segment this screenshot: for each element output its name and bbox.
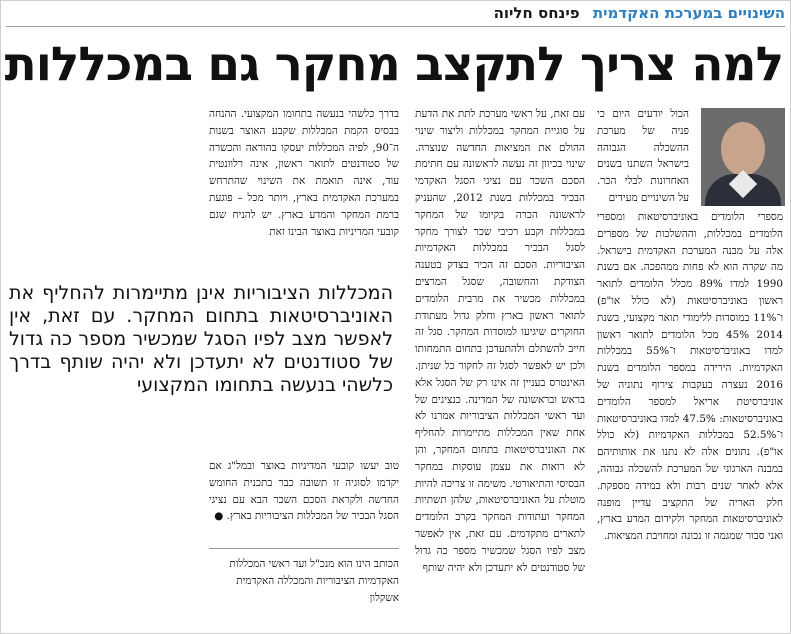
article-column-2 bbox=[415, 106, 585, 576]
column-2-body: עם זאת, על ראשי מערכת לתת את הדעת על סוגיית המחקר במכללות וליצור שינוי ההולם את המציאות החדשה שנוצרה. שינוי בכיוון זה נעשה לראשונה עם חתימת הסכם השכר עם נציגי הסגל האקדמי הבכיר במכללות בשנת 2012, שהעניק לראשונה הכרה בקיומו של המחקר במכללות וקבע רכיבי שכר לצורך מחקר לסגל הבכיר במכללות האקדמיות הציבוריות. הסכם זה הכיר בצדק בטענה הצודקת והחשובה, שסגל המרצים במכללות מכשיר את מרבית הלומדים לתואר ראשון בארץ וחלק גדול מעתודת החוקרים שיגיעו למוסדות המחקר. סגל זה חייב להשתלם ולהתעדכן בתחום התמחותו ולכן יש לאפשר לסגל זה לחקור כל שניתן. האינטרס בעניין זה אינו רק של הסגל אלא בראש ובראשונה של המדינה. כנציגים של ועד ראשי המכללות הציבוריות אמרנו לא אחת שאין המכללות מתיימרות להחליף את האוניברסיטאות בתחום המחקר, והן לא רואות את עצמן עוסקות במחקר הבסיסי והתיאורטי. משימה זו צריכה להיות מוטלת על האוניברסיטאות, שלהן תשתיות המחקר ועתודות המחקר בקרב הלומדים לתארים מתקדמים. עם זאת, אין לאפשר מצב לפיו הסגל שמכשיר מספר כה גדול של סטודנטים לא יתעדכן ולא יהיה שותף bbox=[415, 108, 586, 574]
author-face bbox=[721, 122, 765, 176]
column-1-body: מספרי הלומדים באוניברסיטאות ומספרי הלומדים במכללות, וההשלכות של מספרים אלה על מבנה המערכת האקדמית בישראל. מה שקרה הוא לא פחות ממהפכה. אם בשנת 1990 למדו 89% מכלל הלומדים לתואר ראשון באוניברסיטאות (לא כולל או"פ) ו־11% במוסדות ללימודי תואר מקצועי, בשנת 2014 45% מכל הלומדים לתואר ראשון למדו באוניברסיטאות ו־55% במכללות האקדמיות. הירידה במספר הלומדים בשנת 2016 נעצרה בעקבות צירוף נתוניה של אוניברסיטת אריאל למספר הלומדים באוניברסיטאות: 47.5% למדו באוניברסיטאות ו־52.5% במכללות האקדמיות (לא כולל או"פ). נתונים אלה לא נתנו את אותותיהם במבנה הארגוני של המערכת להשכלה גבוהה, אלא לאחר שנים רבות ולא במידה מספקת. חלק האריה של התקציב עדיין מופנה לאוניברסיטאות המחקר ולקידום המדע בארץ, ואני סבור שמגמה זו נכונה ומחויבת המציאות. bbox=[597, 211, 783, 543]
bio-divider bbox=[209, 548, 399, 549]
article-headline: למה צריך לתקצב מחקר גם במכללות bbox=[4, 37, 783, 92]
author-bio: הכותב הינו הוא מנכ"ל ועד ראשי המכללות האקדמיות הציבוריות והמכללה האקדמית אשקלון bbox=[229, 558, 399, 604]
author-name: פינחס חליוה bbox=[493, 4, 580, 22]
pull-quote: המכללות הציבוריות אינן מתיימרות להחליף את האוניברסיטאות בתחום המחקר. עם זאת, אין לאפשר מצב לפיו הסגל שמכשיר מספר כה גדול של סטודנטים לא יתעדכן ולא יהיה שותף בדרך כלשהי בנעשה בתחומו המקצועי bbox=[9, 282, 393, 396]
author-photo bbox=[701, 108, 785, 206]
column-1-intro: הכול יודעים היום כי פניה של מערכת ההשכלה הגבוהה בישראל השתנו בשנים האחרונות לבלי הכר. על השינויים מעידים bbox=[597, 108, 689, 204]
article-kicker bbox=[6, 4, 785, 27]
column-3-bottom: טוב יעשו קובעי המדיניות באוצר ובמל"ג אם יקדמו לסוגיה זו תשובה כבר בתכנית החומש החדשה ולקראת הסכם השכר הבא עם נציגי הסגל הבכיר של המכללות הציבוריות בארץ. ● bbox=[209, 460, 399, 523]
column-3-top: בדרך כלשהי בנעשה בתחומו המקצועי. ההנחה בבסיס הקמת המכללות שקבע האוצר בשנות ה־90, לפיה המכללות יעסקו בהוראה והכשרה של סטודנטים לתואר ראשון, אינה רלוונטית עוד, אינה תואמת את השינוי שהתרחש במערכת האקדמית בארץ, ויותר מכל – פוגעת ברמת המחקר והמדע בארץ. יש להניח שגם קובעי המדיניות באוצר הבינו זאת bbox=[209, 108, 399, 238]
article-column-3 bbox=[209, 106, 399, 240]
series-title: השינויים במערכת האקדמית bbox=[592, 4, 785, 22]
